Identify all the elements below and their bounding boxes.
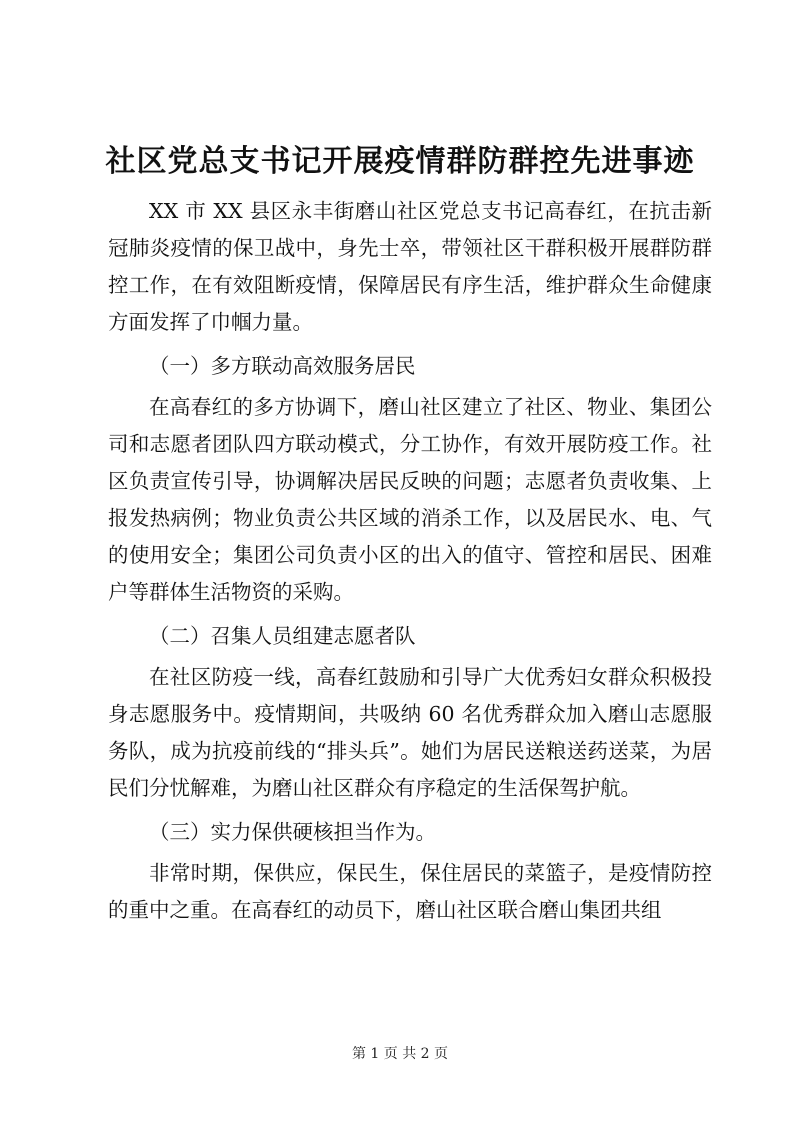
section-heading-3: （三）实力保供硬核担当作为。 — [149, 820, 436, 844]
section-heading-1: （一）多方联动高效服务居民 — [149, 354, 416, 378]
paragraph-section-2: 在社区防疫一线，高春红鼓励和引导广大优秀妇女群众积极投身志愿服务中。疫情期间，共吸纳 60 名优秀群众加入磨山志愿服务队，成为抗疫前线的“排头兵”。她们为居民送粮送药送菜，为居民们分忧解难，为磨山社区群众有序稳定的生活保驾护航。 — [108, 665, 712, 800]
paragraph-section-1: 在高春红的多方协调下，磨山社区建立了社区、物业、集团公司和志愿者团队四方联动模式，分工协作，有效开展防疫工作。社区负责宣传引导，协调解决居民反映的问题；志愿者负责收集、上报发热病例；物业负责公共区域的消杀工作，以及居民水、电、气的使用安全；集团公司负责小区的出入的值守、管控和居民、困难户等群体生活物资的采购。 — [108, 395, 712, 604]
page-title: 社区党总支书记开展疫情群防群控先进事迹 — [105, 144, 695, 179]
section-heading-2: （二）召集人员组建志愿者队 — [149, 624, 416, 648]
paragraph-intro: XX 市 XX 县区永丰街磨山社区党总支书记高春红，在抗击新冠肺炎疫情的保卫战中，身先士卒，带领社区干群积极开展群防群控工作，在有效阻断疫情，保障居民有序生活，维护群众生命健康方面发挥了巾帼力量。 — [108, 199, 712, 334]
page-footer: 第 1 页 共 2 页 — [351, 1046, 449, 1062]
document-body — [108, 193, 712, 933]
paragraph-section-3: 非常时期，保供应，保民生，保住居民的菜篮子，是疫情防控的重中之重。在高春红的动员下，磨山社区联合磨山集团共组 — [108, 861, 712, 922]
